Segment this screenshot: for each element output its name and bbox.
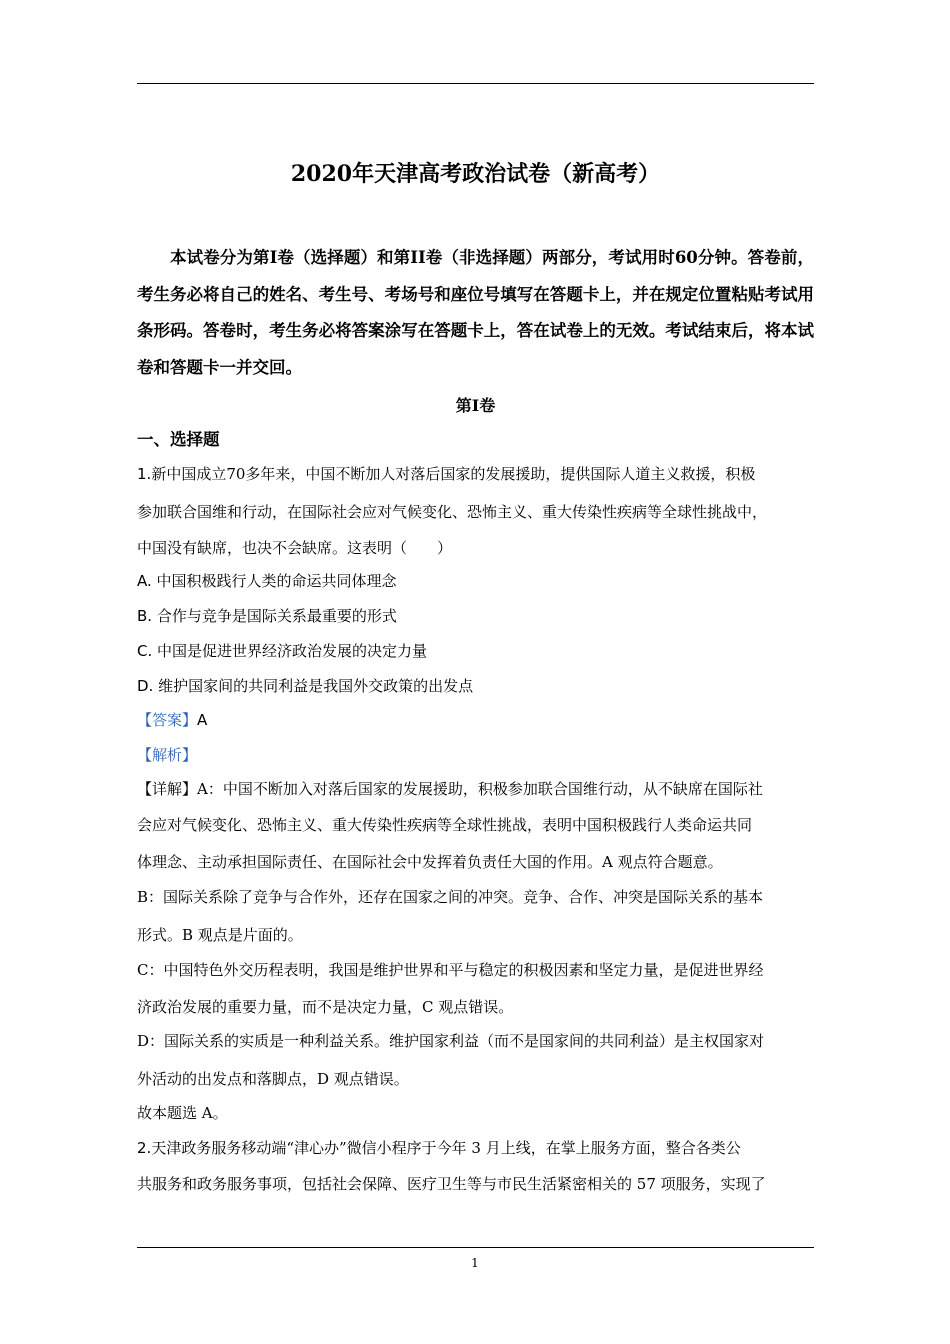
option-text: 维护国家间的共同利益是我国外交政策的出发点 (158, 677, 474, 695)
q1-number: 1. (137, 465, 152, 483)
explanation-line-8: D：国际关系的实质是一种利益关系。维护国家利益（而不是国家间的共同利益）是主权国家对 (137, 1032, 765, 1050)
q1-option-c (137, 640, 814, 662)
explanation-text: A：中国不断加入对落后国家的发展援助，积极参加联合国维行动，从不缺席在国际社 (197, 780, 763, 798)
q1-line-1 (137, 463, 814, 485)
q2-line-2: 共服务和政务服务事项，包括社会保障、医疗卫生等与市民生活紧密相关的 57 项服务，实现了 (137, 1175, 766, 1193)
explanation-line-2: 会应对气候变化、恐怖主义、重大传染性疾病等全球性挑战，表明中国积极践行人类命运共同 (137, 816, 753, 834)
option-letter: D. (137, 677, 154, 695)
option-letter: C. (137, 642, 153, 660)
analysis-tag: 【解析】 (137, 746, 198, 764)
explanation-line-7: 济政治发展的重要力量，而不是决定力量，C 观点错误。 (137, 998, 514, 1016)
option-letter: B. (137, 607, 153, 625)
document-title: 2020年天津高考政治试卷（新高考） (290, 161, 661, 187)
explanation-line-1 (137, 778, 814, 800)
q2-text-1: 天津政务服务移动端“津心办”微信小程序于今年 3 月上线，在掌上服务方面，整合各类公 (151, 1139, 741, 1157)
option-text: 合作与竞争是国际关系最重要的形式 (156, 607, 397, 625)
answer-value: A (197, 711, 208, 729)
q1-text-1: 新中国成立70多年来，中国不断加人对落后国家的发展援助，提供国际人道主义救援，积极 (151, 465, 756, 483)
q1-answer (137, 709, 814, 731)
explanation-line-5: 形式。B 观点是片面的。 (137, 926, 303, 944)
explanation-line-6: C：中国特色外交历程表明，我国是维护世界和平与稳定的积极因素和坚定力量，是促进世界经 (137, 961, 764, 979)
explanation-line-10: 故本题选 A。 (137, 1104, 228, 1122)
q1-option-b (137, 605, 814, 627)
detail-tag: 【详解】 (137, 780, 198, 798)
answer-tag: 【答案】 (137, 711, 198, 729)
exam-instructions: 本试卷分为第Ⅰ卷（选择题）和第II卷（非选择题）两部分，考试用时60分钟。答卷前，考生务必将自己的姓名、考生号、考场号和座位号填写在答题卡上，并在规定位置粘贴考试用条形码。答卷时，考生务必将答案涂写在答题卡上，答在试卷上的无效。考试结束后，将本试卷和答题卡一并交回。 (137, 248, 814, 377)
q1-line-2: 参加联合国维和行动，在国际社会应对气候变化、恐怖主义、重大传染性疾病等全球性挑战中， (137, 503, 768, 521)
option-text: 中国是促进世界经济政治发展的决定力量 (157, 642, 428, 660)
q1-line-3: 中国没有缺席，也决不会缺席。这表明（ ） (137, 539, 453, 557)
explanation-line-4: B：国际关系除了竞争与合作外，还存在国家之间的冲突。竞争、合作、冲突是国际关系的基本 (137, 888, 764, 906)
option-letter: A. (137, 572, 152, 590)
q2-line-1 (137, 1137, 814, 1159)
section-title: 一、选择题 (137, 430, 220, 449)
page-number: 1 (471, 1256, 479, 1270)
explanation-line-3: 体理念、主动承担国际责任、在国际社会中发挥着负责任大国的作用。A 观点符合题意。 (137, 853, 723, 871)
q1-option-a (137, 570, 814, 592)
q1-option-d (137, 675, 814, 697)
explanation-line-9: 外活动的出发点和落脚点，D 观点错误。 (137, 1070, 409, 1088)
header-rule (137, 83, 814, 84)
option-text: 中国积极践行人类的命运共同体理念 (156, 572, 397, 590)
q2-number: 2. (137, 1139, 152, 1157)
footer-rule (137, 1247, 814, 1248)
part-title: 第Ⅰ卷 (455, 396, 496, 415)
